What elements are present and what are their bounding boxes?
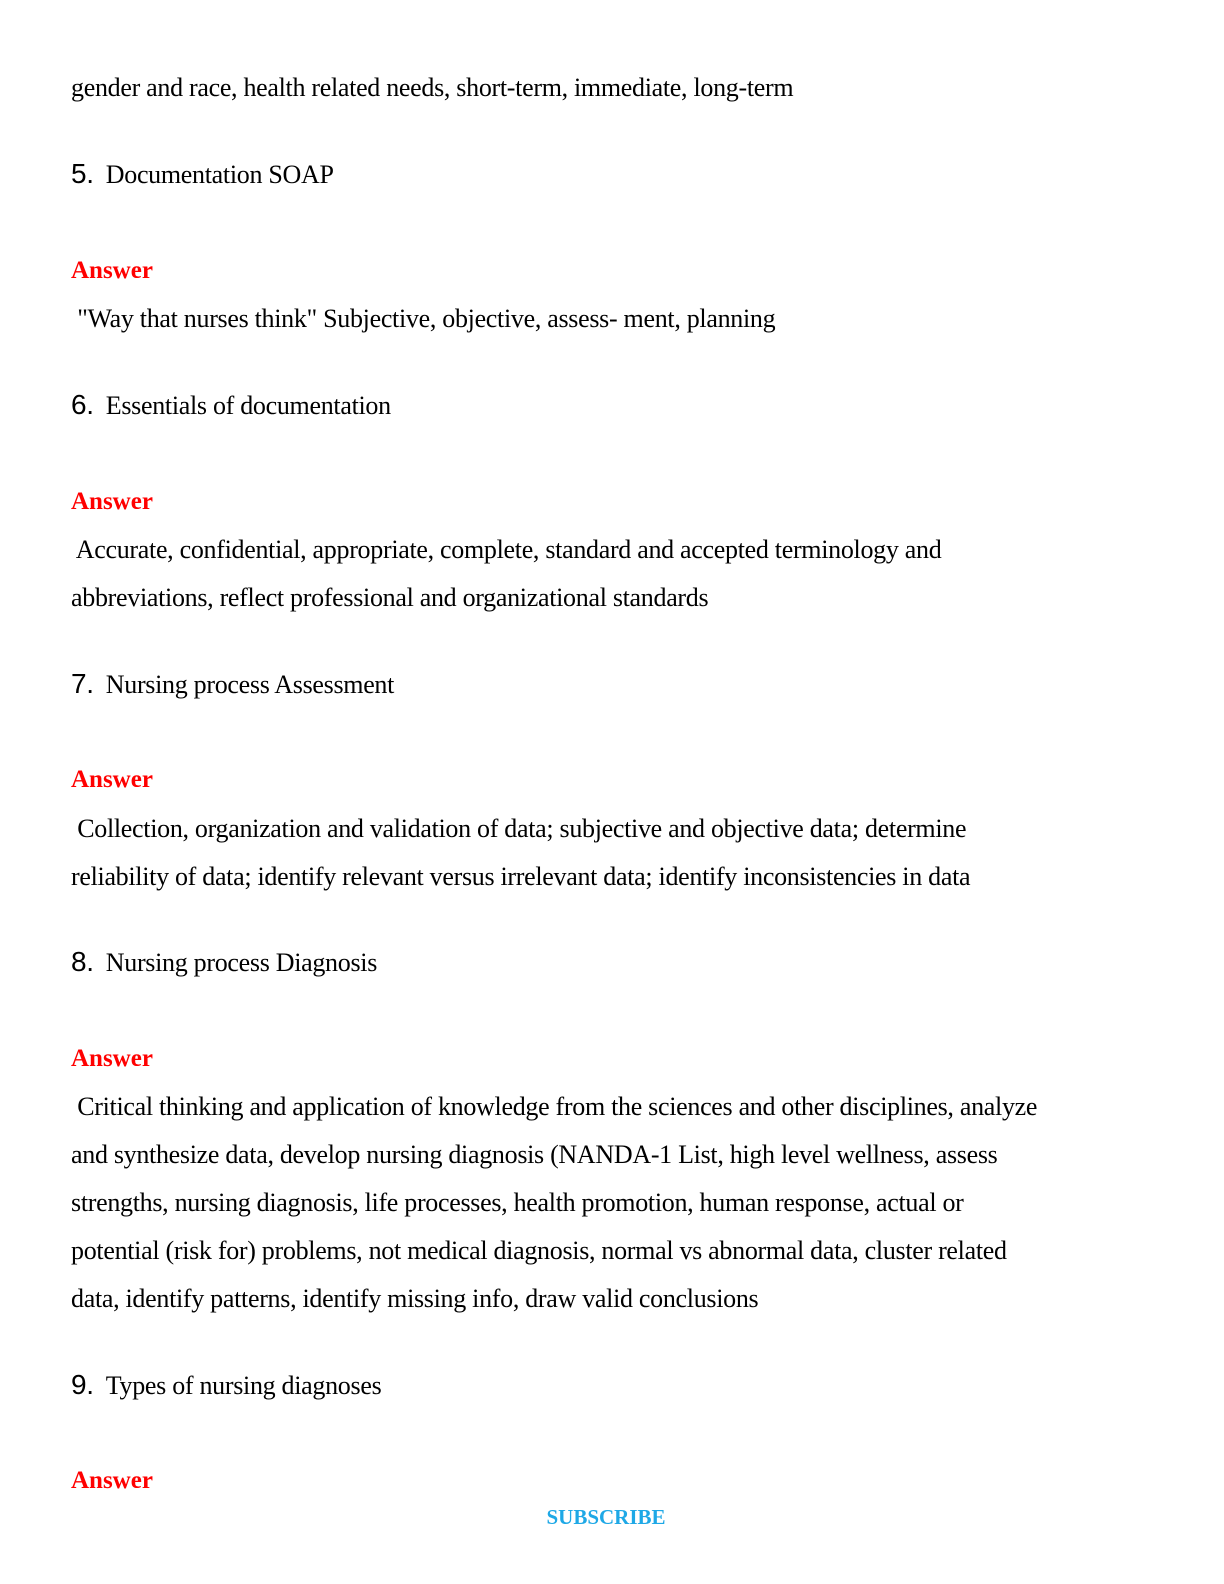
answer-line: "Way that nurses think" Subjective, objective, assess- ment, planning: [71, 304, 776, 333]
answer-line: reliability of data; identify relevant versus irrelevant data; identify inconsistencies in data: [71, 862, 971, 891]
question-8: [71, 947, 377, 978]
question-number: 9.: [71, 1369, 94, 1400]
answer-label: Answer: [71, 1045, 153, 1072]
answer-line: abbreviations, reflect professional and organizational standards: [71, 583, 709, 612]
previous-answer-continuation: gender and race, health related needs, short-term, immediate, long-term: [71, 73, 794, 102]
question-text: Nursing process Assessment: [105, 670, 395, 699]
answer-line: Collection, organization and validation of data; subjective and objective data; determine: [71, 814, 967, 843]
question-number: 5.: [71, 158, 94, 189]
question-6: [71, 390, 391, 421]
question-9: [71, 1370, 381, 1401]
answer-label: Answer: [71, 766, 153, 793]
answer-line: Accurate, confidential, appropriate, complete, standard and accepted terminology and: [71, 535, 942, 564]
answer-line: data, identify patterns, identify missing info, draw valid conclusions: [71, 1284, 759, 1313]
answer-5: [71, 295, 1151, 343]
answer-6: [71, 526, 1151, 622]
question-text: Documentation SOAP: [105, 160, 334, 189]
answer-label: Answer: [71, 488, 153, 515]
answer-7: [71, 805, 1151, 901]
question-text: Essentials of documentation: [105, 391, 391, 420]
question-text: Nursing process Diagnosis: [105, 948, 378, 977]
question-number: 8.: [71, 946, 94, 977]
question-text: Types of nursing diagnoses: [105, 1371, 382, 1400]
answer-line: strengths, nursing diagnosis, life processes, health promotion, human response, actual or: [71, 1188, 964, 1217]
answer-label: Answer: [71, 1467, 153, 1494]
answer-line: potential (risk for) problems, not medical diagnosis, normal vs abnormal data, cluster related: [71, 1236, 1007, 1265]
subscribe-link[interactable]: SUBSCRIBE: [546, 1505, 666, 1529]
answer-label: Answer: [71, 257, 153, 284]
answer-line: and synthesize data, develop nursing diagnosis (NANDA-1 List, high level wellness, assess: [71, 1140, 998, 1169]
question-7: [71, 669, 394, 700]
answer-8: [71, 1083, 1151, 1323]
question-number: 7.: [71, 668, 94, 699]
question-number: 6.: [71, 389, 94, 420]
answer-line: Critical thinking and application of knowledge from the sciences and other disciplines, analyze: [71, 1092, 1038, 1121]
question-5: [71, 159, 334, 190]
